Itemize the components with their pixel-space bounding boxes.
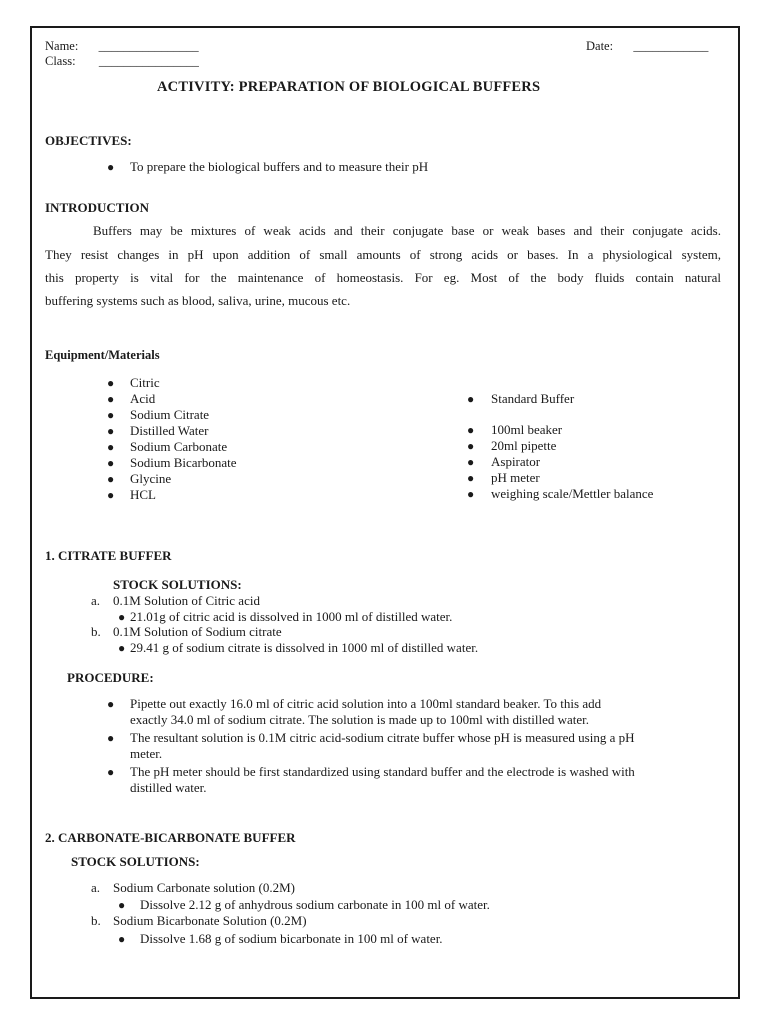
objective-item: To prepare the biological buffers and to measure their pH [130,159,429,174]
class-blank: ________________ [98,54,199,68]
list-marker: b. [91,913,101,928]
stock-b-label: Sodium Bicarbonate Solution (0.2M) [113,913,307,928]
bullet-icon: ● [107,160,115,174]
list-item: Acid [130,391,156,406]
list-item: Sodium Bicarbonate [130,455,237,470]
intro-line-4: buffering systems such as blood, saliva, urine, mucous etc. [45,293,351,308]
bullet-icon: ● [107,408,115,422]
date-label: Date: [586,39,614,53]
page-title: ACTIVITY: PREPARATION OF BIOLOGICAL BUFFERS [157,79,541,95]
bullet-icon: ● [107,488,115,502]
bullet-icon: ● [467,487,475,501]
name-blank: ________________ [98,39,199,53]
intro-line-2: They resist changes in pH upon addition of small amounts of strong acids or bases. In a physiological system, [45,247,721,262]
list-item: 20ml pipette [491,438,557,453]
procedure-line: Pipette out exactly 16.0 ml of citric acid solution into a 100ml standard beaker. To this add [130,696,602,711]
stock-a-label: Sodium Carbonate solution (0.2M) [113,880,295,895]
name-field [45,39,199,54]
stock-a-label: 0.1M Solution of Citric acid [113,593,260,608]
list-item: Distilled Water [130,423,209,438]
bullet-icon: ● [467,471,475,485]
stock-b-detail: 29.41 g of sodium citrate is dissolved in 1000 ml of distilled water. [130,640,479,655]
carbonate-stock-heading: STOCK SOLUTIONS: [71,854,200,869]
list-item: HCL [130,487,156,502]
bullet-icon: ● [118,932,126,946]
citrate-stock-heading: STOCK SOLUTIONS: [113,577,242,592]
list-item: Citric [130,375,160,390]
list-marker: a. [91,880,101,895]
stock-b-detail: Dissolve 1.68 g of sodium bicarbonate in 100 ml of water. [140,931,443,946]
class-label: Class: [45,54,76,68]
list-marker: b. [91,624,101,639]
bullet-icon: ● [467,423,475,437]
bullet-icon: ● [107,424,115,438]
bullet-icon: ● [118,898,126,912]
bullet-icon: ● [107,697,115,711]
bullet-icon: ● [107,440,115,454]
procedure-heading: PROCEDURE: [67,670,154,685]
list-item: 100ml beaker [491,422,563,437]
list-item: Standard Buffer [491,391,575,406]
list-marker: a. [91,593,101,608]
bullet-icon: ● [467,439,475,453]
intro-line-1: Buffers may be mixtures of weak acids and their conjugate base or weak bases and their conjugate acids. [93,223,721,238]
bullet-icon: ● [467,392,475,406]
procedure-line: exactly 34.0 ml of sodium citrate. The solution is made up to 100ml with distilled water. [130,712,590,727]
date-field [586,39,708,54]
bullet-icon: ● [107,472,115,486]
carbonate-heading: 2. CARBONATE-BICARBONATE BUFFER [45,830,296,845]
list-item: Aspirator [491,454,541,469]
list-item: pH meter [491,470,540,485]
procedure-line: The pH meter should be first standardized using standard buffer and the electrode is washed with [130,764,635,779]
date-blank: ____________ [633,39,709,53]
equipment-heading: Equipment/Materials [45,348,160,362]
bullet-icon: ● [118,610,126,624]
class-field [45,54,199,69]
bullet-icon: ● [107,731,115,745]
procedure-line: distilled water. [130,780,207,795]
stock-b-label: 0.1M Solution of Sodium citrate [113,624,282,639]
stock-a-detail: Dissolve 2.12 g of anhydrous sodium carbonate in 100 ml of water. [140,897,490,912]
bullet-icon: ● [467,455,475,469]
intro-line-3: this property is vital for the maintenance of homeostasis. For eg. Most of the body fluids contain natural [45,270,721,285]
objectives-heading: OBJECTIVES: [45,133,132,148]
stock-a-detail: 21.01g of citric acid is dissolved in 1000 ml of distilled water. [130,609,453,624]
bullet-icon: ● [107,456,115,470]
bullet-icon: ● [107,392,115,406]
bullet-icon: ● [107,376,115,390]
procedure-line: The resultant solution is 0.1M citric acid-sodium citrate buffer whose pH is measured using a pH [130,730,635,745]
name-label: Name: [45,39,79,53]
procedure-line: meter. [130,746,163,761]
list-item: Sodium Carbonate [130,439,228,454]
introduction-heading: INTRODUCTION [45,200,150,215]
list-item: Glycine [130,471,172,486]
bullet-icon: ● [118,641,126,655]
citrate-heading: 1. CITRATE BUFFER [45,548,172,563]
list-item: weighing scale/Mettler balance [491,486,654,501]
bullet-icon: ● [107,765,115,779]
list-item: Sodium Citrate [130,407,210,422]
